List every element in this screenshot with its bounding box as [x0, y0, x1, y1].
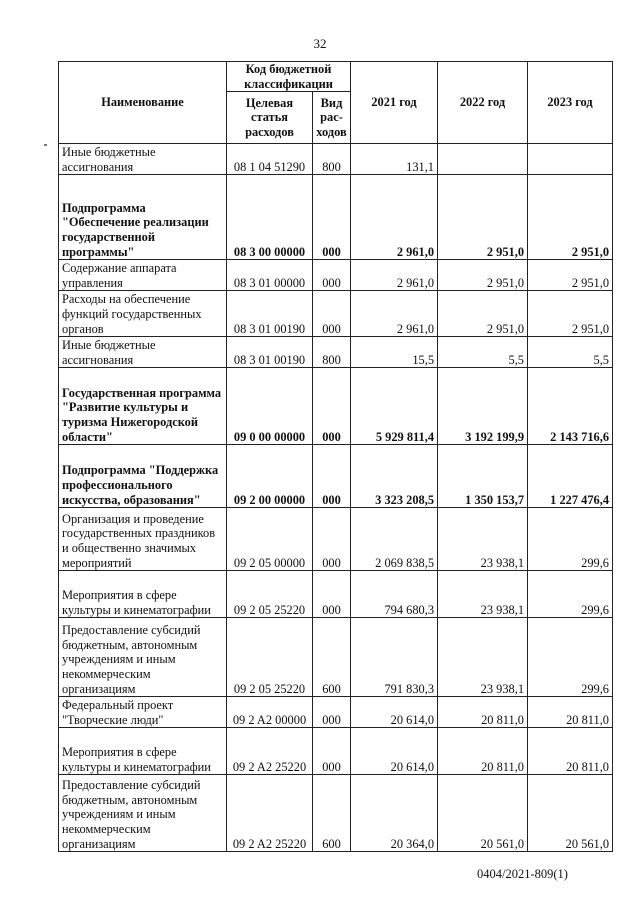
cell-target-article: 09 2 05 00000: [227, 508, 313, 571]
table-row: [59, 618, 613, 697]
header-year-2021: 2021 год: [351, 62, 438, 144]
table-row: [59, 775, 613, 852]
cell-name: Содержание аппарата управления: [59, 260, 227, 291]
cell-2022: 20 561,0: [438, 775, 528, 852]
cell-name: Государственная программа "Развитие культуры и туризма Нижегородской области": [59, 368, 227, 445]
cell-2023: 2 143 716,6: [528, 368, 613, 445]
table-row: [59, 260, 613, 291]
cell-name: Подпрограмма "Поддержка профессионального искусства, образования": [59, 445, 227, 508]
table-row: [59, 445, 613, 508]
cell-2021: 20 364,0: [351, 775, 438, 852]
cell-name: Предоставление субсидий бюджетным, автономным учреждениям и иным некоммерческим организациям: [59, 775, 227, 852]
cell-2021: 2 961,0: [351, 260, 438, 291]
budget-table: [58, 61, 613, 852]
cell-2022: 2 951,0: [438, 260, 528, 291]
table-row: [59, 697, 613, 728]
cell-2021: 15,5: [351, 337, 438, 368]
cell-expense-kind: 000: [313, 728, 351, 775]
cell-2022: 1 350 153,7: [438, 445, 528, 508]
cell-2022: [438, 144, 528, 175]
cell-expense-kind: 000: [313, 175, 351, 260]
cell-target-article: 09 2 00 00000: [227, 445, 313, 508]
cell-target-article: 09 2 A2 00000: [227, 697, 313, 728]
cell-2023: 5,5: [528, 337, 613, 368]
header-target-article: Целевая статья расходов: [227, 92, 313, 144]
cell-expense-kind: 000: [313, 508, 351, 571]
cell-2023: 2 951,0: [528, 260, 613, 291]
cell-name: Мероприятия в сфере культуры и кинематографии: [59, 571, 227, 618]
cell-expense-kind: 000: [313, 368, 351, 445]
cell-2022: 20 811,0: [438, 728, 528, 775]
cell-2023: 299,6: [528, 571, 613, 618]
table-row: [59, 571, 613, 618]
cell-target-article: 08 3 01 00190: [227, 291, 313, 337]
cell-2021: 2 961,0: [351, 175, 438, 260]
header-name: Наименование: [59, 62, 227, 144]
table-header: [59, 62, 613, 144]
table-row: [59, 144, 613, 175]
cell-2021: 2 069 838,5: [351, 508, 438, 571]
cell-2022: 2 951,0: [438, 175, 528, 260]
cell-expense-kind: 000: [313, 571, 351, 618]
cell-target-article: 09 0 00 00000: [227, 368, 313, 445]
table-row: [59, 175, 613, 260]
cell-2022: 3 192 199,9: [438, 368, 528, 445]
cell-2022: 23 938,1: [438, 618, 528, 697]
table-row: [59, 368, 613, 445]
cell-2023: 20 811,0: [528, 697, 613, 728]
cell-2022: 23 938,1: [438, 571, 528, 618]
table-row: [59, 337, 613, 368]
cell-2021: 131,1: [351, 144, 438, 175]
cell-2021: 791 830,3: [351, 618, 438, 697]
cell-2022: 23 938,1: [438, 508, 528, 571]
cell-2022: 5,5: [438, 337, 528, 368]
cell-2021: 3 323 208,5: [351, 445, 438, 508]
cell-2022: 2 951,0: [438, 291, 528, 337]
cell-expense-kind: 000: [313, 260, 351, 291]
cell-expense-kind: 600: [313, 775, 351, 852]
header-year-2023: 2023 год: [528, 62, 613, 144]
cell-2023: 20 561,0: [528, 775, 613, 852]
document-code: 0404/2021-809(1): [477, 867, 568, 881]
cell-expense-kind: 000: [313, 445, 351, 508]
scan-speck: [44, 144, 47, 146]
cell-2023: 2 951,0: [528, 291, 613, 337]
cell-2023: 2 951,0: [528, 175, 613, 260]
cell-2023: 299,6: [528, 618, 613, 697]
cell-2023: 20 811,0: [528, 728, 613, 775]
cell-name: Иные бюджетные ассигнования: [59, 144, 227, 175]
cell-expense-kind: 800: [313, 144, 351, 175]
cell-expense-kind: 600: [313, 618, 351, 697]
cell-name: Расходы на обеспечение функций государственных органов: [59, 291, 227, 337]
cell-target-article: 08 3 00 00000: [227, 175, 313, 260]
cell-name: Подпрограмма "Обеспечение реализации государственной программы": [59, 175, 227, 260]
cell-target-article: 09 2 A2 25220: [227, 775, 313, 852]
cell-name: Федеральный проект "Творческие люди": [59, 697, 227, 728]
header-expense-kind: Вид рас-ходов: [313, 92, 351, 144]
cell-2021: 5 929 811,4: [351, 368, 438, 445]
cell-2021: 20 614,0: [351, 697, 438, 728]
table-body: [59, 144, 613, 852]
header-year-2022: 2022 год: [438, 62, 528, 144]
cell-name: Иные бюджетные ассигнования: [59, 337, 227, 368]
cell-name: Предоставление субсидий бюджетным, автономным учреждениям и иным некоммерческим организациям: [59, 618, 227, 697]
table-row: [59, 291, 613, 337]
cell-name: Организация и проведение государственных праздников и общественно значимых мероприятий: [59, 508, 227, 571]
cell-2023: [528, 144, 613, 175]
cell-2021: 794 680,3: [351, 571, 438, 618]
cell-target-article: 08 3 01 00190: [227, 337, 313, 368]
header-code-group: Код бюджетной классификации: [227, 62, 351, 92]
cell-2021: 2 961,0: [351, 291, 438, 337]
cell-target-article: 09 2 A2 25220: [227, 728, 313, 775]
page-number: 32: [313, 36, 327, 51]
cell-2023: 299,6: [528, 508, 613, 571]
cell-expense-kind: 000: [313, 697, 351, 728]
cell-2021: 20 614,0: [351, 728, 438, 775]
cell-target-article: 09 2 05 25220: [227, 571, 313, 618]
table-row: [59, 508, 613, 571]
cell-name: Мероприятия в сфере культуры и кинематографии: [59, 728, 227, 775]
cell-expense-kind: 000: [313, 291, 351, 337]
cell-target-article: 08 1 04 51290: [227, 144, 313, 175]
cell-target-article: 08 3 01 00000: [227, 260, 313, 291]
cell-2023: 1 227 476,4: [528, 445, 613, 508]
table-row: [59, 728, 613, 775]
cell-target-article: 09 2 05 25220: [227, 618, 313, 697]
cell-2022: 20 811,0: [438, 697, 528, 728]
cell-expense-kind: 800: [313, 337, 351, 368]
